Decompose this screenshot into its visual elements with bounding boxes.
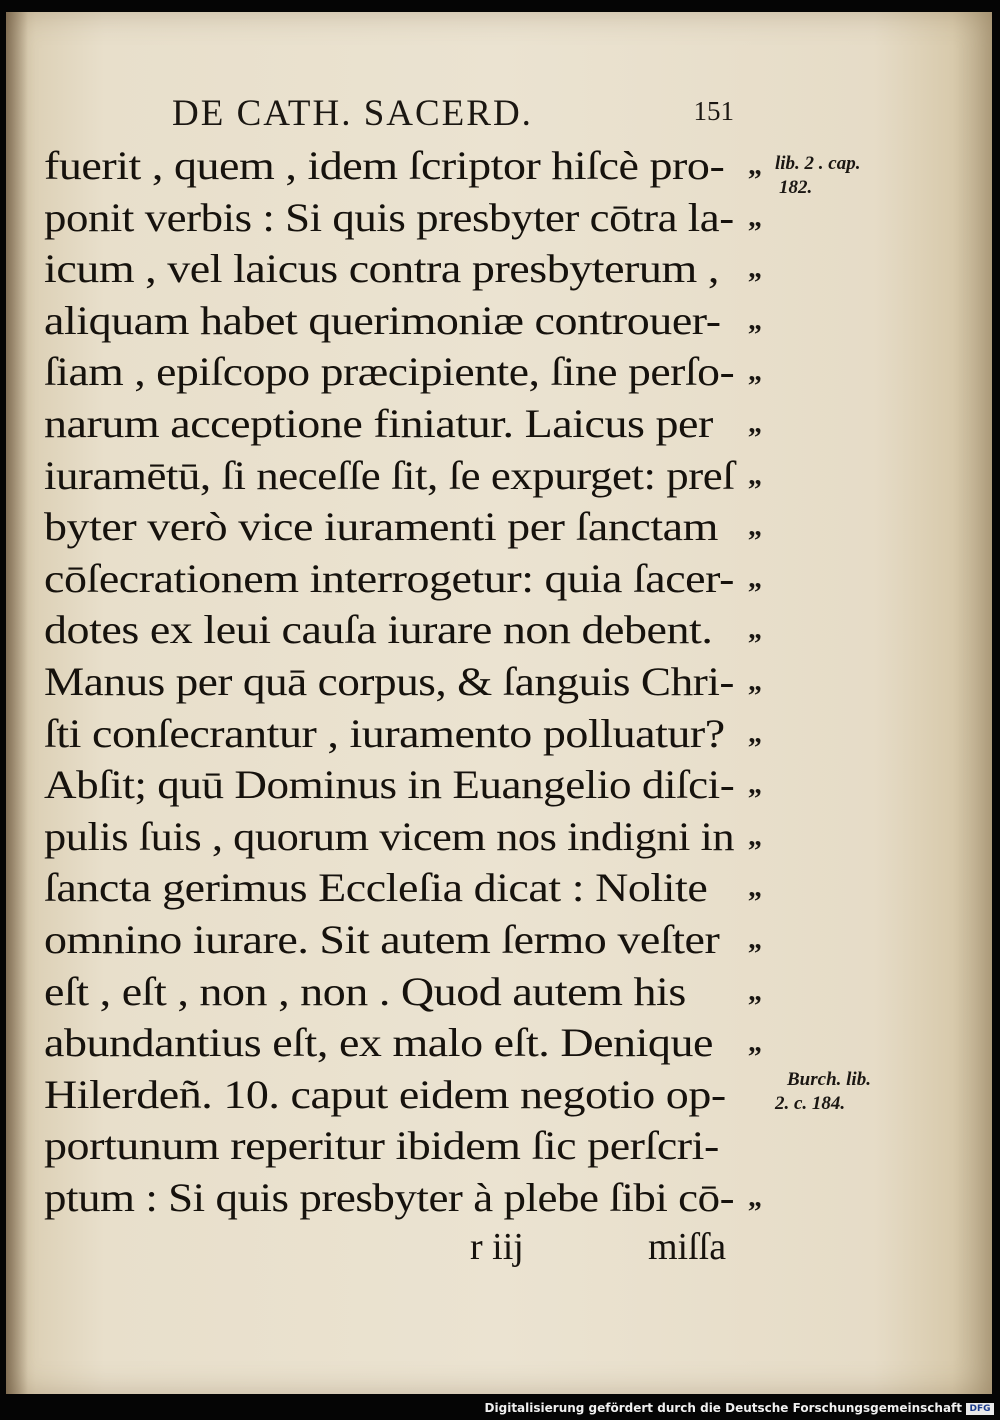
quotation-mark: „	[748, 820, 762, 852]
footer-bar	[0, 1398, 1000, 1420]
text-line	[44, 914, 784, 966]
text-line	[44, 450, 784, 502]
text-line-content: narum acceptione finiatur. Laicus per	[44, 400, 713, 446]
quotation-mark: „	[748, 511, 762, 543]
page-header	[172, 92, 752, 140]
text-line-content: fuerit , quem , idem ſcriptor hiſcè pro-	[44, 143, 725, 188]
text-line	[44, 1017, 784, 1069]
quotation-mark: „	[748, 872, 762, 904]
text-line-content: aliquam habet querimoniæ controuer-	[44, 297, 721, 343]
quotation-mark: „	[748, 304, 762, 336]
text-line-content: dotes ex leui cauſa iurare non debent.	[44, 607, 713, 653]
text-line	[44, 295, 784, 347]
quotation-mark: „	[748, 459, 762, 491]
quotation-mark: „	[748, 1181, 762, 1213]
quotation-mark: „	[748, 614, 762, 646]
text-line	[44, 140, 784, 192]
text-line	[44, 346, 784, 398]
text-line-content: ſancta gerimus Eccleſia dicat : Nolite	[44, 865, 708, 911]
margin-note-line: Burch. lib.	[787, 1069, 871, 1090]
text-line-content: omnino iurare. Sit autem ſermo veſter	[44, 916, 720, 962]
text-line	[44, 862, 784, 914]
quotation-mark: „	[748, 150, 762, 181]
text-line-content: portunum reperitur ibidem ſic perſcri-	[44, 1123, 719, 1169]
catchline	[470, 1225, 770, 1269]
quotation-mark: „	[748, 769, 762, 801]
text-line-content: ſti conſecrantur , iuramento polluatur?	[44, 710, 725, 756]
quotation-mark: „	[748, 923, 762, 955]
quotation-mark: „	[748, 562, 762, 594]
main-text	[44, 140, 784, 1223]
text-line	[44, 759, 784, 811]
text-line	[44, 604, 784, 656]
margin-note-burchard	[775, 1068, 871, 1116]
signature-mark: r iij	[470, 1226, 524, 1268]
margin-note-line: lib. 2 . cap.	[775, 153, 861, 174]
text-line-content: eſt , eſt , non , non . Quod autem his	[44, 968, 686, 1014]
text-line-content: byter verò vice iuramenti per ſanctam	[44, 504, 718, 550]
quotation-mark: „	[748, 665, 762, 697]
text-line-content: cōſecrationem interrogetur: quia ſacer-	[44, 555, 734, 601]
quotation-mark: „	[748, 253, 762, 285]
text-line	[44, 553, 784, 605]
text-line-content: Abſit; quū Dominus in Euangelio diſci-	[44, 762, 735, 808]
funding-credit: Digitalisierung gefördert durch die Deutsche Forschungsgemeinschaft	[484, 1401, 962, 1415]
text-line-content: Manus per quā corpus, & ſanguis Chri-	[44, 658, 735, 704]
text-line	[44, 1172, 784, 1224]
gutter-shadow	[6, 12, 28, 1394]
text-line	[44, 501, 784, 553]
dfg-logo: DFG	[966, 1403, 994, 1415]
text-line-content: Hilerdeñ. 10. caput eidem negotio op-	[44, 1071, 726, 1117]
margin-note-line: 2. c. 184.	[775, 1093, 846, 1114]
text-line	[44, 708, 784, 760]
quotation-mark: „	[748, 975, 762, 1007]
text-line-content: pulis ſuis , quorum vicem nos indigni in	[44, 813, 735, 859]
text-line-content: ptum : Si quis presbyter à plebe ſibi cō-	[44, 1174, 735, 1220]
catchword: miſſa	[648, 1226, 727, 1268]
quotation-mark: „	[748, 356, 762, 388]
quotation-mark: „	[748, 407, 762, 439]
text-line	[44, 243, 784, 295]
text-line	[44, 811, 784, 863]
page-number: 151	[693, 96, 734, 126]
text-line	[44, 966, 784, 1018]
text-line	[44, 1069, 784, 1121]
quotation-mark: „	[748, 717, 762, 749]
text-line-content: ponit verbis : Si quis presbyter cōtra la-	[44, 194, 734, 240]
text-line	[44, 192, 784, 244]
text-line-content: abundantius eſt, ex malo eſt. Denique	[44, 1020, 713, 1066]
quotation-mark: „	[748, 201, 762, 233]
margin-note-line: 182.	[779, 177, 813, 198]
text-line-content: ſiam , epiſcopo præcipiente, ſine perſo-	[44, 349, 735, 395]
text-line	[44, 656, 784, 708]
text-line-content: icum , vel laicus contra presbyterum ,	[44, 246, 719, 292]
text-line	[44, 398, 784, 450]
text-line-content: iuramētū, ſi neceſſe ſit, ſe expurget: preſ	[44, 452, 735, 498]
margin-note-reference	[775, 152, 861, 200]
running-title: DE CATH. SACERD.	[172, 93, 533, 134]
quotation-mark: „	[748, 1027, 762, 1059]
text-line	[44, 1120, 784, 1172]
